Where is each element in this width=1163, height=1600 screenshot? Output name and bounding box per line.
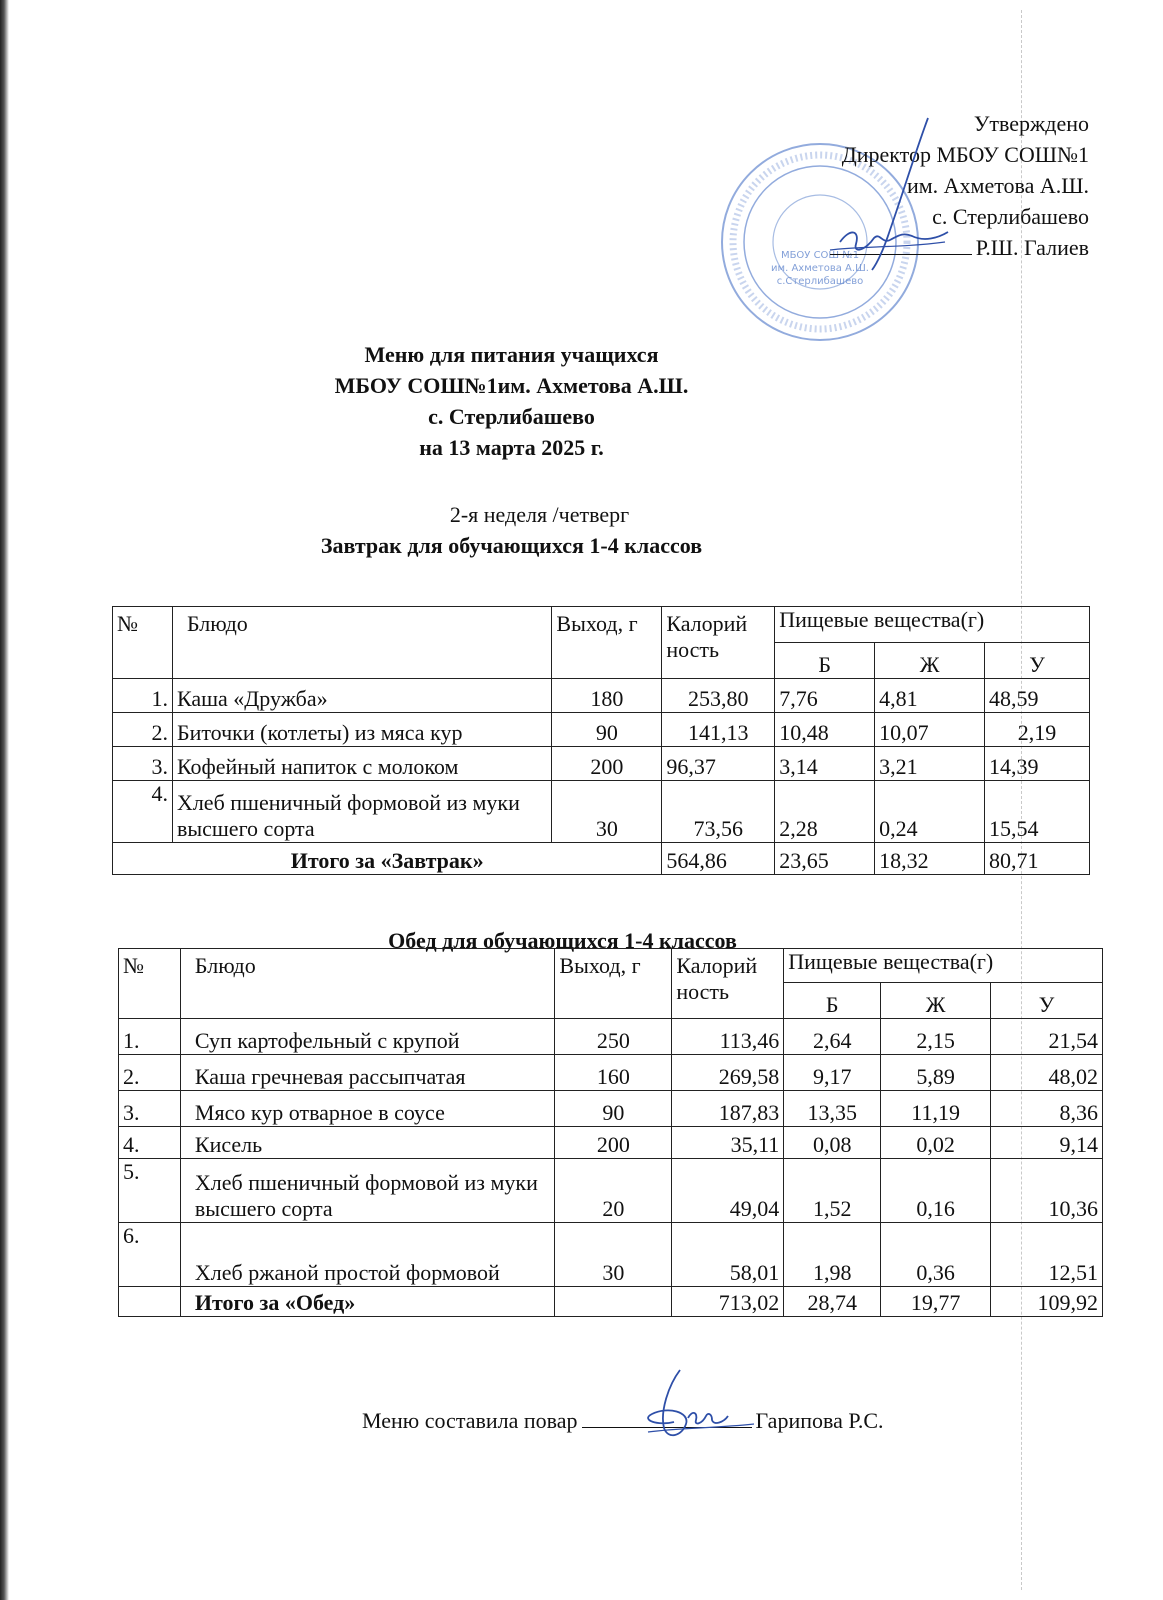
total-label: Итого за «Завтрак» bbox=[113, 843, 662, 875]
row-calories: 58,01 bbox=[672, 1223, 784, 1287]
total-num-cell bbox=[119, 1287, 181, 1317]
row-fat: 0,16 bbox=[881, 1159, 991, 1223]
total-calories: 564,86 bbox=[662, 843, 775, 875]
row-dish: Каша гречневая рассыпчатая bbox=[180, 1055, 555, 1091]
stamp-text-2: им. Ахметова А.Ш. bbox=[771, 263, 869, 274]
row-calories: 73,56 bbox=[662, 781, 775, 843]
footer-prefix: Меню составила повар bbox=[362, 1408, 578, 1433]
table-row bbox=[119, 1159, 1103, 1223]
approval-signer: Р.Ш. Галиев bbox=[975, 235, 1089, 260]
week-day: 2-я неделя /четверг bbox=[449, 502, 630, 527]
title-date: на 13 марта 2025 г. bbox=[419, 435, 604, 460]
row-num: 3. bbox=[113, 747, 173, 781]
row-yield: 160 bbox=[555, 1055, 672, 1091]
row-calories: 96,37 bbox=[662, 747, 775, 781]
table-row bbox=[119, 1223, 1103, 1287]
row-yield: 90 bbox=[552, 713, 662, 747]
row-dish: Мясо кур отварное в соусе bbox=[180, 1091, 555, 1127]
row-num: 4. bbox=[113, 781, 173, 843]
row-protein: 3,14 bbox=[775, 747, 875, 781]
row-dish: Каша «Дружба» bbox=[172, 679, 551, 713]
table-row bbox=[113, 679, 1090, 713]
row-carbs: 48,02 bbox=[991, 1055, 1103, 1091]
row-protein: 13,35 bbox=[784, 1091, 881, 1127]
row-yield: 30 bbox=[555, 1223, 672, 1287]
table-header-row bbox=[119, 949, 1103, 983]
row-yield: 180 bbox=[552, 679, 662, 713]
row-calories: 113,46 bbox=[672, 1019, 784, 1055]
lunch-title: Обед для обучающихся 1-4 классов bbox=[388, 928, 737, 953]
row-protein: 2,64 bbox=[784, 1019, 881, 1055]
row-dish: Суп картофельный с крупой bbox=[180, 1019, 555, 1055]
row-dish: Кисель bbox=[180, 1127, 555, 1159]
row-num: 2. bbox=[119, 1055, 181, 1091]
row-carbs: 15,54 bbox=[985, 781, 1090, 843]
row-num: 1. bbox=[113, 679, 173, 713]
breakfast-table bbox=[112, 606, 1090, 875]
row-protein: 1,98 bbox=[784, 1223, 881, 1287]
row-dish: Хлеб ржаной простой формовой bbox=[180, 1223, 555, 1287]
row-protein: 7,76 bbox=[775, 679, 875, 713]
total-carbs: 109,92 bbox=[991, 1287, 1103, 1317]
scan-edge bbox=[0, 0, 9, 1600]
header-carbs: У bbox=[991, 983, 1103, 1019]
table-row bbox=[113, 781, 1090, 843]
table-row bbox=[119, 1091, 1103, 1127]
row-fat: 0,24 bbox=[875, 781, 985, 843]
row-yield: 250 bbox=[555, 1019, 672, 1055]
header-nutrients: Пищевые вещества(г) bbox=[775, 607, 1090, 643]
row-calories: 253,80 bbox=[662, 679, 775, 713]
row-protein: 1,52 bbox=[784, 1159, 881, 1223]
row-num: 5. bbox=[119, 1159, 181, 1223]
row-dish: Хлеб пшеничный формовой из муки высшего сорта bbox=[180, 1159, 555, 1223]
row-num: 2. bbox=[113, 713, 173, 747]
row-fat: 11,19 bbox=[881, 1091, 991, 1127]
approval-village: с. Стерлибашево bbox=[932, 204, 1089, 229]
title-line-2: МБОУ СОШ№1им. Ахметова А.Ш. bbox=[334, 373, 689, 398]
row-protein: 9,17 bbox=[784, 1055, 881, 1091]
total-fat: 18,32 bbox=[875, 843, 985, 875]
row-carbs: 14,39 bbox=[985, 747, 1090, 781]
row-fat: 3,21 bbox=[875, 747, 985, 781]
table-row bbox=[119, 1055, 1103, 1091]
approval-position: Директор МБОУ СОШ№1 bbox=[841, 142, 1089, 167]
row-calories: 35,11 bbox=[672, 1127, 784, 1159]
footer-name: Гарипова Р.С. bbox=[755, 1408, 884, 1433]
row-calories: 141,13 bbox=[662, 713, 775, 747]
cook-signature bbox=[628, 1366, 758, 1446]
director-signature bbox=[820, 110, 960, 300]
row-protein: 2,28 bbox=[775, 781, 875, 843]
row-carbs: 10,36 bbox=[991, 1159, 1103, 1223]
row-carbs: 8,36 bbox=[991, 1091, 1103, 1127]
row-carbs: 21,54 bbox=[991, 1019, 1103, 1055]
row-yield: 200 bbox=[552, 747, 662, 781]
table-row bbox=[113, 713, 1090, 747]
row-protein: 0,08 bbox=[784, 1127, 881, 1159]
row-carbs: 9,14 bbox=[991, 1127, 1103, 1159]
header-nutrients: Пищевые вещества(г) bbox=[784, 949, 1103, 983]
total-label: Итого за «Обед» bbox=[180, 1287, 555, 1317]
header-dish: Блюдо bbox=[172, 607, 551, 679]
table-total-row bbox=[113, 843, 1090, 875]
row-fat: 0,02 bbox=[881, 1127, 991, 1159]
lunch-table bbox=[118, 948, 1103, 1317]
title-line-1: Меню для питания учащихся bbox=[364, 342, 659, 367]
breakfast-title: Завтрак для обучающихся 1-4 классов bbox=[320, 533, 703, 558]
header-dish: Блюдо bbox=[180, 949, 555, 1019]
row-carbs: 12,51 bbox=[991, 1223, 1103, 1287]
row-yield: 90 bbox=[555, 1091, 672, 1127]
total-protein: 28,74 bbox=[784, 1287, 881, 1317]
header-protein: Б bbox=[784, 983, 881, 1019]
row-calories: 269,58 bbox=[672, 1055, 784, 1091]
row-dish: Биточки (котлеты) из мяса кур bbox=[172, 713, 551, 747]
total-calories: 713,02 bbox=[672, 1287, 784, 1317]
table-header-row bbox=[113, 607, 1090, 643]
row-calories: 49,04 bbox=[672, 1159, 784, 1223]
document-title bbox=[0, 339, 1163, 463]
row-num: 4. bbox=[119, 1127, 181, 1159]
title-line-3: с. Стерлибашево bbox=[428, 404, 595, 429]
header-yield: Выход, г bbox=[555, 949, 672, 1019]
header-calories: Калорий ность bbox=[672, 949, 784, 1019]
header-fat: Ж bbox=[881, 983, 991, 1019]
header-yield: Выход, г bbox=[552, 607, 662, 679]
row-fat: 5,89 bbox=[881, 1055, 991, 1091]
header-carbs: У bbox=[985, 643, 1090, 679]
header-calories: Калорий ность bbox=[662, 607, 775, 679]
total-carbs: 80,71 bbox=[985, 843, 1090, 875]
header-num: № bbox=[113, 607, 173, 679]
row-num: 6. bbox=[119, 1223, 181, 1287]
row-yield: 200 bbox=[555, 1127, 672, 1159]
row-carbs: 2,19 bbox=[985, 713, 1090, 747]
header-fat: Ж bbox=[875, 643, 985, 679]
total-yield-cell bbox=[555, 1287, 672, 1317]
row-yield: 20 bbox=[555, 1159, 672, 1223]
row-dish: Кофейный напиток с молоком bbox=[172, 747, 551, 781]
row-calories: 187,83 bbox=[672, 1091, 784, 1127]
stamp-text-1: МБОУ СОШ №1 bbox=[780, 250, 860, 261]
row-num: 3. bbox=[119, 1091, 181, 1127]
table-total-row bbox=[119, 1287, 1103, 1317]
row-fat: 0,36 bbox=[881, 1223, 991, 1287]
header-protein: Б bbox=[775, 643, 875, 679]
table-row bbox=[113, 747, 1090, 781]
header-num: № bbox=[119, 949, 181, 1019]
row-carbs: 48,59 bbox=[985, 679, 1090, 713]
row-dish: Хлеб пшеничный формовой из муки высшего сорта bbox=[172, 781, 551, 843]
approval-heading: Утверждено bbox=[973, 111, 1089, 136]
row-protein: 10,48 bbox=[775, 713, 875, 747]
row-yield: 30 bbox=[552, 781, 662, 843]
table-row bbox=[119, 1127, 1103, 1159]
table-row bbox=[119, 1019, 1103, 1055]
footer-signature-line bbox=[362, 1408, 884, 1434]
approval-school: им. Ахметова А.Ш. bbox=[906, 173, 1089, 198]
row-fat: 2,15 bbox=[881, 1019, 991, 1055]
total-fat: 19,77 bbox=[881, 1287, 991, 1317]
total-protein: 23,65 bbox=[775, 843, 875, 875]
row-fat: 4,81 bbox=[875, 679, 985, 713]
row-fat: 10,07 bbox=[875, 713, 985, 747]
row-num: 1. bbox=[119, 1019, 181, 1055]
stamp-text-3: с.Стерлибашево bbox=[776, 276, 864, 287]
